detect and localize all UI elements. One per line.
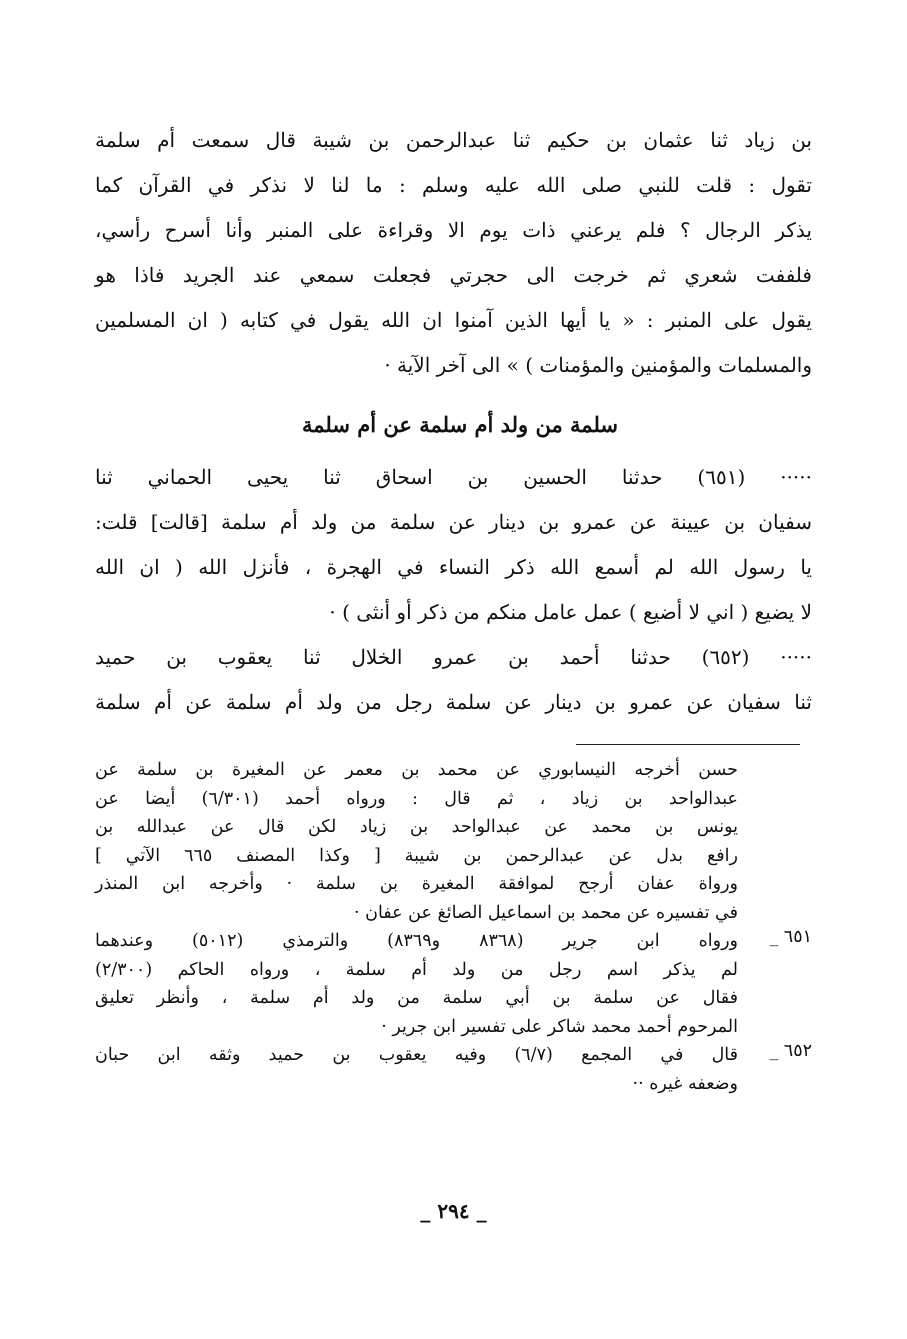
footnote-line: رافع بدل عن عبدالرحمن بن شيبة [ وكذا المصنف ٦٦٥ الآتي ] <box>95 845 738 866</box>
text-line: يا رسول الله لم أسمع الله ذكر النساء في الهجرة ، فأنزل الله ( ان الله <box>95 555 812 579</box>
text-line: يقول على المنبر : « يا أيها الذين آمنوا ان الله يقول في كتابه ( ان المسلمين <box>95 308 812 332</box>
footnote <box>95 927 812 1041</box>
footnote-line: يونس بن محمد عن عبدالواحد بن زياد لكن قال عن عبدالله بن <box>95 817 738 837</box>
text-line: سفيان بن عيينة عن عمرو بن دينار عن سلمة من ولد أم سلمة [قالت] قلت: <box>95 510 812 534</box>
footnote-text <box>95 756 738 927</box>
section-heading: سلمة من ولد أم سلمة عن أم سلمة <box>301 412 618 437</box>
footnote-line: وضعفه غيره ·· <box>632 1073 738 1094</box>
main-text-top <box>95 118 812 388</box>
footnote <box>95 756 812 927</box>
text-line: والمسلمات والمؤمنين والمؤمنات ) » الى آخر الآية · <box>384 353 812 377</box>
text-line: ····· (٦٥٢) حدثنا أحمد بن عمرو الخلال ثنا يعقوب بن حميد <box>95 645 813 669</box>
text-line: ثنا سفيان عن عمرو بن دينار عن سلمة رجل من ولد أم سلمة عن أم سلمة <box>95 690 812 714</box>
main-text-bottom <box>95 455 812 725</box>
footnote-number: ٦٥١ _ <box>769 927 812 947</box>
text-line: لا يضيع ( اني لا أضيع ) عمل عامل منكم من ذكر أو أنثى ) · <box>329 600 812 624</box>
footnote-line: في تفسيره عن محمد بن اسماعيل الصائغ عن عفان · <box>353 902 738 923</box>
footnote-number <box>738 756 812 927</box>
footnote-text <box>95 1041 738 1098</box>
footnote-line: حسن أخرجه النيسابوري عن محمد بن معمر عن المغيرة بن سلمة عن <box>95 760 738 780</box>
footnote-line: ورواة عفان أرجح لموافقة المغيرة بن سلمة · وأخرجه ابن المنذر <box>95 874 738 894</box>
footnote-line: قال في المجمع (٦/٧) وفيه يعقوب بن حميد وثقه ابن حبان <box>95 1045 738 1065</box>
text-line: يذكر الرجال ؟ فلم يرعني ذات يوم الا وقراءة على المنبر وأنا أسرح رأسي، <box>95 218 812 242</box>
footnote-line: عبدالواحد بن زياد ، ثم قال : ورواه أحمد (٦/٣٠١) أيضا عن <box>95 788 738 809</box>
text-line: فلففت شعري ثم خرجت الى حجرتي فجعلت سمعي عند الجريد فاذا هو <box>95 263 812 287</box>
text-line: تقول : قلت للنبي صلى الله عليه وسلم : ما لنا لا نذكر في القرآن كما <box>95 173 812 197</box>
footnote-line: ورواه ابن جرير (٨٣٦٨ و٨٣٦٩) والترمذي (٥٠١٢) وعندهما <box>95 931 738 951</box>
footnote-number: ٦٥٢ _ <box>769 1041 812 1061</box>
footnotes <box>95 756 812 1098</box>
footnote-text <box>95 927 738 1041</box>
footnote-line: فقال عن سلمة بن أبي سلمة من ولد أم سلمة ، وأنظر تعليق <box>95 988 738 1008</box>
page-number: _ ٢٩٤ _ <box>420 1199 487 1223</box>
text-line: بن زياد ثنا عثمان بن حكيم ثنا عبدالرحمن بن شيبة قال سمعت أم سلمة <box>95 128 812 152</box>
footnote-divider <box>576 744 800 745</box>
footnote <box>95 1041 812 1098</box>
footnote-line: المرحوم أحمد محمد شاكر على تفسير ابن جرير · <box>381 1016 738 1037</box>
footnote-line: لم يذكر اسم رجل من ولد أم سلمة ، ورواه الحاكم (٢/٣٠٠) <box>95 959 738 980</box>
text-line: ····· (٦٥١) حدثنا الحسين بن اسحاق ثنا يحيى الحماني ثنا <box>95 465 812 489</box>
